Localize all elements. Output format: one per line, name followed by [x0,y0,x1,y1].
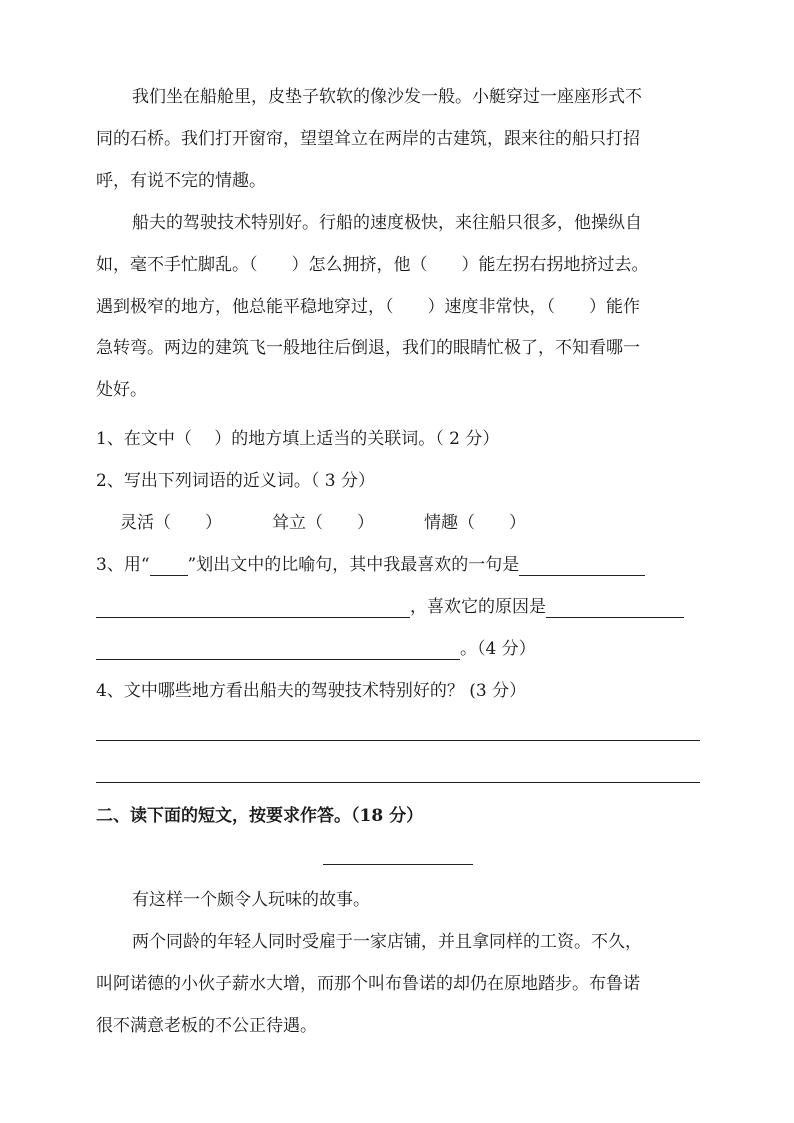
text-line: 很不满意老板的不公正待遇。 [96,1015,317,1036]
question-2: 2、写出下列词语的近义词。（ 3 分） [96,471,375,491]
passage-paragraph-2 [96,212,700,421]
question-3 [96,554,700,576]
underline-sample [150,557,188,576]
text-line: 处好。 [96,380,147,401]
answer-blank-favorite-sentence[interactable] [519,557,645,576]
question-3-text-a: 3、用“ [96,555,150,575]
text-line: 同的石桥。我们打开窗帘，望望耸立在两岸的古建筑，跟来往的船只打招 [96,128,640,149]
synonym-word-3[interactable]: 情趣（ ） [424,513,526,533]
text-line: 如，毫不手忙脚乱。（ ）怎么拥挤，他（ ）能左拐右拐地挤过去。 [96,254,649,275]
question-3-text-b: ”划出文中的比喻句，其中我最喜欢的一句是 [187,555,520,575]
text-line: 遇到极窄的地方，他总能平稳地穿过，（ ）速度非常快，（ ）能作 [96,296,640,317]
section-2-heading: 二、读下面的短文，按要求作答。（18 分） [96,806,424,826]
question-3-line-2 [96,596,700,618]
text-line: 船夫的驾驶技术特别好。行船的速度极快，来往船只很多，他操纵自 [132,213,642,233]
answer-blank-favorite-sentence-cont[interactable] [96,599,410,618]
answer-line-2[interactable] [96,782,700,783]
question-3-line-3 [96,638,700,660]
title-blank[interactable] [323,864,473,865]
text-line: 我们坐在船舱里，皮垫子软软的像沙发一般。小艇穿过一座座形式不 [132,87,642,107]
answer-blank-reason[interactable] [546,599,684,618]
answer-line-1[interactable] [96,740,700,741]
passage-paragraph-1 [96,86,700,211]
text-line: 急转弯。两边的建筑飞一般地往后倒退，我们的眼睛忙极了，不知看哪一 [96,338,640,359]
synonym-word-1[interactable]: 灵活（ ） [120,513,222,533]
synonym-words-row [120,512,724,534]
question-3-text-c: ，喜欢它的原因是 [410,597,546,617]
answer-blank-reason-cont[interactable] [96,641,460,660]
story-intro: 有这样一个颇令人玩味的故事。 [132,890,370,910]
question-1: 1、在文中（ ）的地方填上适当的关联词。（ 2 分） [96,429,500,449]
question-3-text-d: 。（4 分） [460,639,536,659]
synonym-word-2[interactable]: 耸立（ ） [272,513,374,533]
text-line: 呼，有说不完的情趣。 [96,170,266,191]
story-paragraph [96,931,700,1056]
text-line: 两个同龄的年轻人同时受雇于一家店铺，并且拿同样的工资。不久， [132,932,642,952]
text-line: 叫阿诺德的小伙子薪水大增，而那个叫布鲁诺的却仍在原地踏步。布鲁诺 [96,973,640,994]
question-4: 4、文中哪些地方看出船夫的驾驶技术特别好的？ (3 分） [96,681,527,701]
